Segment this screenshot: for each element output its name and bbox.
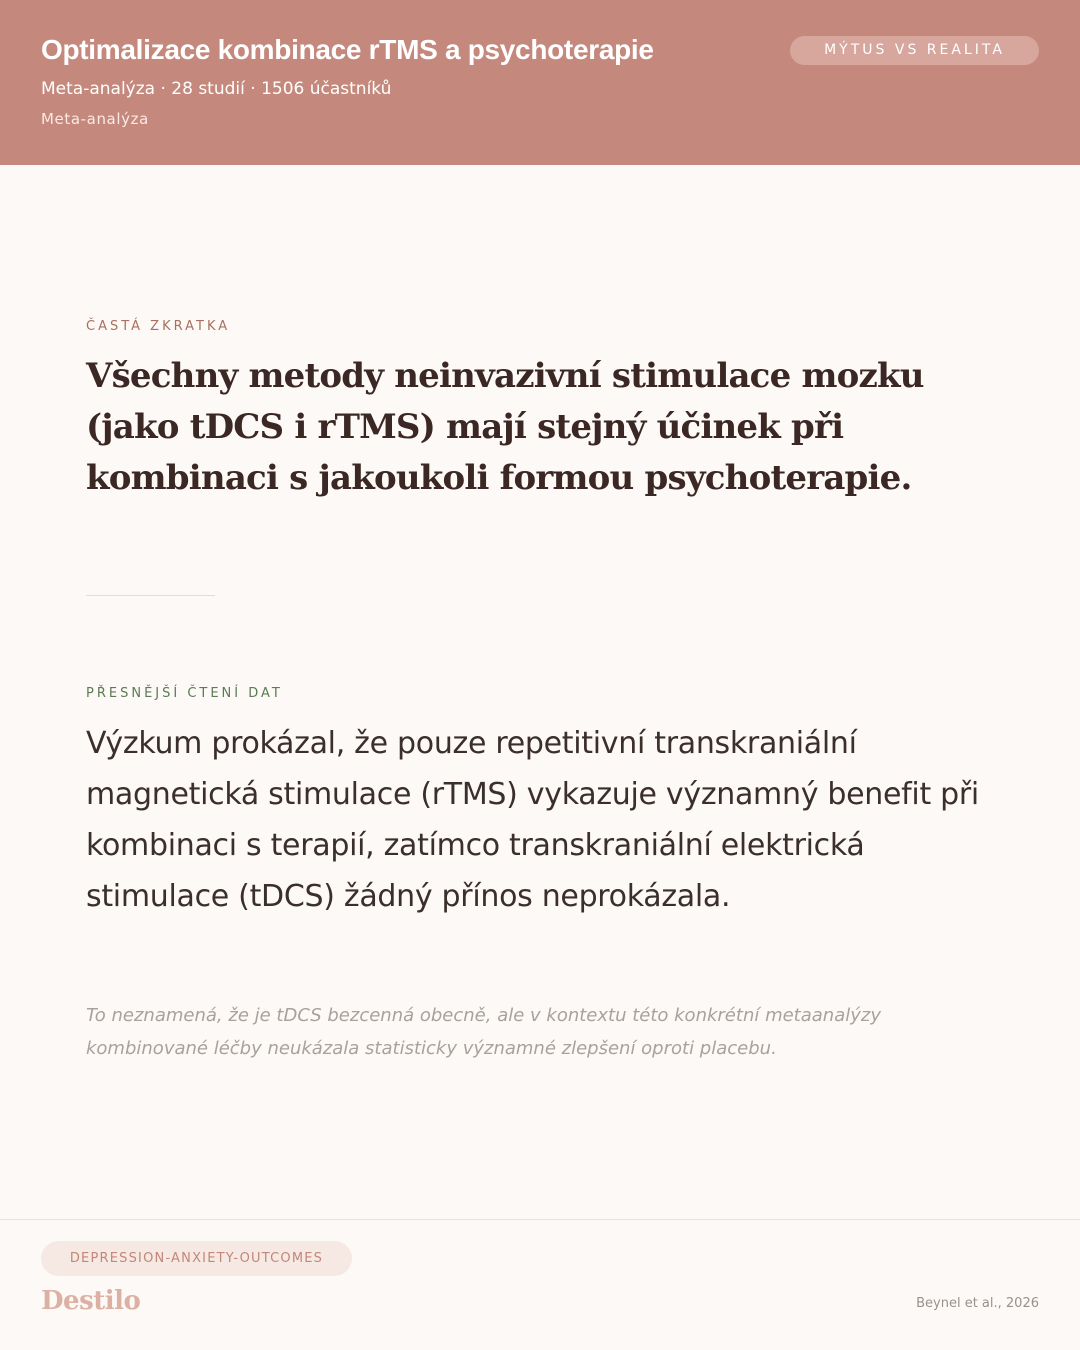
section-divider [86,595,215,596]
brand-logo: Destilo [41,1286,141,1316]
category-tag: Meta-analýza [41,110,149,128]
context-note: To neznamená, že je tDCS bezcenná obecně, ale v kontextu této konkrétní metaanalýzy kombinované léčby neukázala statisticky významné zlepšení oproti placebu. [86,1005,881,1059]
citation: Beynel et al., 2026 [916,1296,1039,1311]
header-banner [0,0,1080,165]
reality-statement: Výzkum prokázal, že pouze repetitivní transkraniální magnetická stimulace (rTMS) vykazuje významný benefit při kombinaci s terapií, zatímco transkraniální elektrická stimulace (tDCS) žádný přínos neprokázala. [86,726,979,914]
page-title: Optimalizace kombinace rTMS a psychoterapie [41,34,654,65]
myth-eyebrow: ČASTÁ ZKRATKA [86,319,231,334]
footer-divider [0,1219,1080,1220]
topic-chip: DEPRESSION-ANXIETY-OUTCOMES [41,1241,352,1276]
myth-vs-reality-badge: MÝTUS VS REALITA [790,36,1039,65]
reality-eyebrow: PŘESNĚJŠÍ ČTENÍ DAT [86,686,283,701]
myth-statement: Všechny metody neinvazivní stimulace mozku (jako tDCS i rTMS) mají stejný účinek při kombinaci s jakoukoli formou psychoterapie. [86,356,924,498]
page-subtitle: Meta-analýza · 28 studií · 1506 účastníků [41,79,392,99]
